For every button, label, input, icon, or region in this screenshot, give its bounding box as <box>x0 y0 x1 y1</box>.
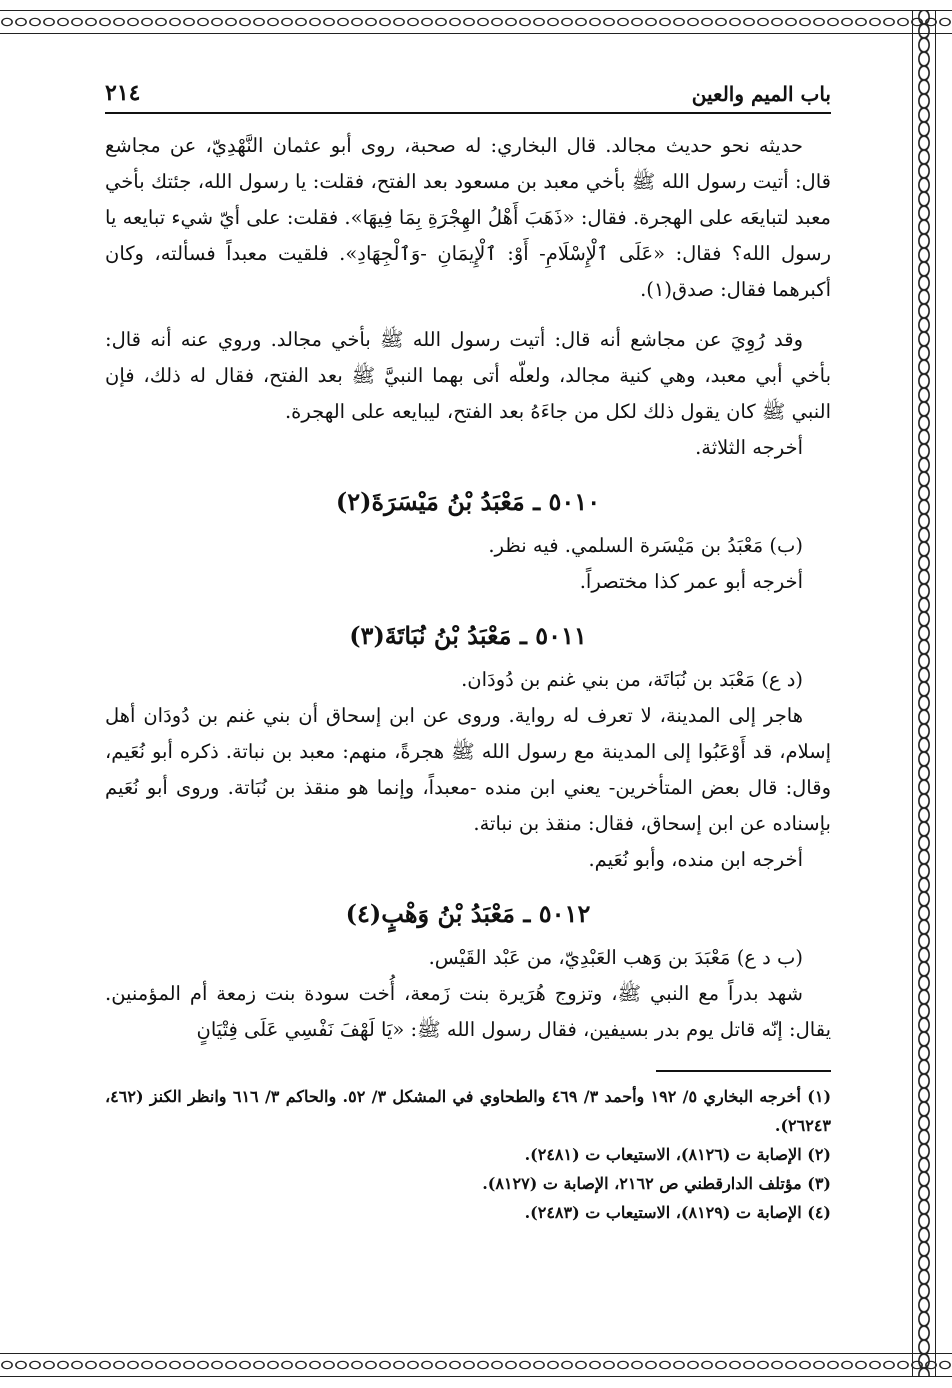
entry-line: شهد بدراً مع النبي ﷺ، وتزوج هُرَيرة بنت زَمعة، أُخت سودة بنت زمعة أم المؤمنين. يقال: إنّه قاتل يوم بدر بسيفين، فقال رسول الله ﷺ: «يَا لَهْفَ نَفْسِي عَلَى فِتْيَانٍ <box>105 982 831 1041</box>
entry-heading: ٥٠١٠ ـ مَعْبَدُ بْنُ مَيْسَرَةَ(٢) <box>335 487 601 516</box>
entry-line: أخرجه أبو عمر كذا مختصراً. <box>579 570 803 593</box>
paragraph: أخرجه الثلاثة. <box>695 436 803 459</box>
footnote: (٢) الإصابة ت (٨١٢٦)، الاستيعاب ت (٢٤٨١). <box>524 1145 831 1164</box>
running-header <box>105 80 831 114</box>
paragraph: وقد رُوِيَ عن مجاشع أنه قال: أتيت رسول الله ﷺ بأخي مجالد. وروي عنه أنه قال: بأخي أبي معبد، وهي كنية مجالد، ولعلّه أتى بهما النبيَّ ﷺ بعد الفتح، فقال له ذلك، فإن النبي ﷺ كان يقول ذلك لكل من جاءَهُ بعد الفتح، ليبايعه على الهجرة. <box>105 328 831 423</box>
entry-line: (ب د ع) مَعْبَدَ بن وَهب العَبْدِيّ، من عَبْد القَيْس. <box>428 946 803 969</box>
decorative-border-right <box>912 10 936 1376</box>
entry-line: (د ع) مَعْبَد بن نُبَاتَة، من بني غنم بن دُودَان. <box>461 668 803 691</box>
footnote: (١) أخرجه البخاري ٥/ ١٩٢ وأحمد ٣/ ٤٦٩ والطحاوي في المشكل ٣/ ٥٢. والحاكم ٣/ ٦١٦ وانظر الكنز (٤٦٢، ٢٦٢٤٣). <box>105 1087 832 1135</box>
footnote-separator <box>656 1070 831 1072</box>
entry-line: (ب) مَعْبَدُ بن مَيْسَرة السلمي. فيه نظر. <box>488 534 803 557</box>
chapter-title: باب الميم والعين <box>691 82 831 106</box>
entry-line: أخرجه ابن منده، وأبو نُعَيم. <box>588 848 803 871</box>
paragraph: حديثه نحو حديث مجالد. قال البخاري: له صحبة، روى أبو عثمان النَّهْدِيّ، عن مجاشع قال: أتيت رسول الله ﷺ بأخي معبد بن مسعود بعد الفتح، فقلت: يا رسول الله، جئتك بأخي معبد لتبايعَه على الهجرة. فقال: «ذَهَبَ أَهْلُ الهِجْرَةِ بِمَا فِيهَا». فقلت: على أيّ شيء تبايعه يا رسول الله؟ فقال: «عَلَى ٱلْإِسْلَامِ- أَوْ: ٱلْإِيمَانِ -وَٱلْجِهَادِ». فلقيت معبداً فسألته، وكان أكبرهما فقال: صدق(١). <box>105 134 831 301</box>
entry-line: هاجر إلى المدينة، لا تعرف له رواية. وروى عن ابن إسحاق أن بني غنم بن دُودَان أهل إسلام، قد أَوْعَبُوا إلى المدينة مع رسول الله ﷺ هجرةً، منهم: معبد بن نباتة. ذكره أبو نُعَيم، وقال: قال بعض المتأخرين- يعني ابن منده -معبداً، وإنما هو منقذ بن نُبَاتة. وروى أبو نُعَيم بإسناده عن ابن إسحاق، فقال: منقذ بن نباتة. <box>105 704 831 835</box>
page-number: ٢١٤ <box>105 80 141 106</box>
decorative-border-bottom <box>0 1353 952 1377</box>
book-page <box>105 80 831 1227</box>
decorative-border-top <box>0 10 952 34</box>
footnote: (٣) مؤتلف الدارقطني ص ٢١٦٢، الإصابة ت (٨١٢٧). <box>482 1174 831 1193</box>
footnote: (٤) الإصابة ت (٨١٢٩)، الاستيعاب ت (٢٤٨٣). <box>524 1203 831 1222</box>
entry-heading: ٥٠١٢ ـ مَعْبَدُ بْنُ وَهْبٍ(٤) <box>345 899 591 928</box>
entry-heading: ٥٠١١ ـ مَعْبَدُ بْنُ نُبَاتَةَ(٣) <box>349 621 587 650</box>
